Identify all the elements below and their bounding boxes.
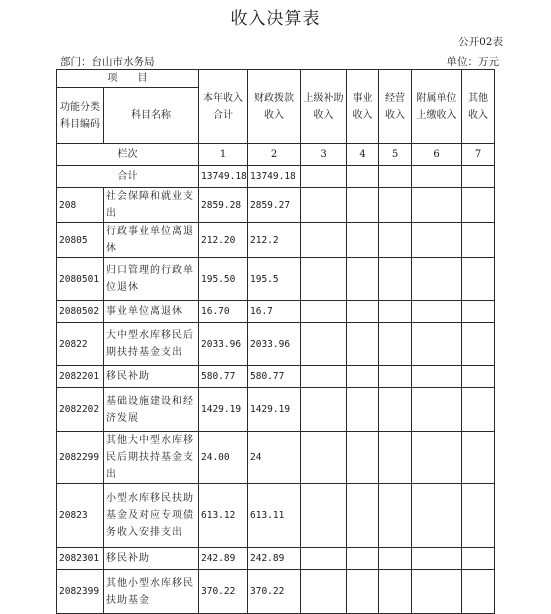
- row-code: 2080502: [57, 301, 104, 323]
- row-name: 社会保障和就业支出: [104, 188, 199, 223]
- row-total: 195.50: [199, 258, 248, 301]
- column-number: 2: [248, 144, 301, 166]
- col-affiliated-header: 附属单位上缴收入: [412, 70, 462, 144]
- total-income-value: 13749.18: [199, 166, 248, 188]
- row-total: 370.22: [199, 570, 248, 614]
- col-other-header: 其他收入: [462, 70, 495, 144]
- class-code-header: 功能分类科目编码: [57, 88, 104, 144]
- table-row: [57, 323, 495, 366]
- row-code: 20823: [57, 484, 104, 548]
- column-number: 4: [347, 144, 379, 166]
- column-index-label: 栏次: [57, 144, 199, 166]
- row-code: 2082201: [57, 366, 104, 388]
- row-name: 归口管理的行政单位退休: [104, 258, 199, 301]
- subject-name-header: 科目名称: [104, 88, 199, 144]
- row-code: 2082202: [57, 388, 104, 432]
- header-row-1: [57, 70, 495, 88]
- department-label: 部门：台山市水务局: [60, 56, 155, 68]
- form-number: 公开02表: [458, 36, 503, 48]
- income-table: [56, 69, 495, 614]
- col-total-header: 本年收入合计: [199, 70, 248, 144]
- row-fiscal: 1429.19: [248, 388, 301, 432]
- row-total: 24.00: [199, 432, 248, 484]
- column-number: 5: [379, 144, 412, 166]
- col-business-header: 事业收入: [347, 70, 379, 144]
- row-code: 20805: [57, 223, 104, 258]
- row-name: 其他小型水库移民扶助基金: [104, 570, 199, 614]
- total-fiscal-value: 13749.18: [248, 166, 301, 188]
- row-code: 2082399: [57, 570, 104, 614]
- row-total: 1429.19: [199, 388, 248, 432]
- row-name: 大中型水库移民后期扶持基金支出: [104, 323, 199, 366]
- row-fiscal: 580.77: [248, 366, 301, 388]
- total-row: [57, 166, 495, 188]
- col-fiscal-header: 财政拨款收入: [248, 70, 301, 144]
- row-name: 基础设施建设和经济发展: [104, 388, 199, 432]
- row-fiscal: 212.2: [248, 223, 301, 258]
- row-fiscal: 2859.27: [248, 188, 301, 223]
- row-name: 事业单位离退休: [104, 301, 199, 323]
- row-name: 行政事业单位离退休: [104, 223, 199, 258]
- row-fiscal: 370.22: [248, 570, 301, 614]
- row-name: 小型水库移民扶助基金及对应专项债务收入安排支出: [104, 484, 199, 548]
- row-fiscal: 242.89: [248, 548, 301, 570]
- row-code: 208: [57, 188, 104, 223]
- column-number: 3: [301, 144, 347, 166]
- column-number: 1: [199, 144, 248, 166]
- table-row: [57, 570, 495, 614]
- row-name: 移民补助: [104, 366, 199, 388]
- table-row: [57, 366, 495, 388]
- row-total: 16.70: [199, 301, 248, 323]
- row-fiscal: 16.7: [248, 301, 301, 323]
- row-code: 2082301: [57, 548, 104, 570]
- row-total: 242.89: [199, 548, 248, 570]
- row-total: 580.77: [199, 366, 248, 388]
- row-total: 212.20: [199, 223, 248, 258]
- row-fiscal: 613.11: [248, 484, 301, 548]
- col-operating-header: 经营收入: [379, 70, 412, 144]
- table-row: [57, 548, 495, 570]
- row-fiscal: 195.5: [248, 258, 301, 301]
- total-label: 合计: [57, 166, 199, 188]
- table-row: [57, 432, 495, 484]
- item-header: 项 目: [57, 70, 199, 88]
- row-name: 移民补助: [104, 548, 199, 570]
- row-total: 613.12: [199, 484, 248, 548]
- row-fiscal: 2033.96: [248, 323, 301, 366]
- row-total: 2859.28: [199, 188, 248, 223]
- row-total: 2033.96: [199, 323, 248, 366]
- table-row: [57, 258, 495, 301]
- column-number: 7: [462, 144, 495, 166]
- column-index-row: [57, 144, 495, 166]
- col-superior-header: 上级补助收入: [301, 70, 347, 144]
- row-name: 其他大中型水库移民后期扶持基金支出: [104, 432, 199, 484]
- table-row: [57, 388, 495, 432]
- row-code: 20822: [57, 323, 104, 366]
- row-code: 2082299: [57, 432, 104, 484]
- document-title: 收入决算表: [230, 9, 321, 29]
- column-number: 6: [412, 144, 462, 166]
- unit-label: 单位：万元: [446, 56, 499, 68]
- table-row: [57, 301, 495, 323]
- table-row: [57, 188, 495, 223]
- table-row: [57, 223, 495, 258]
- table-row: [57, 484, 495, 548]
- row-fiscal: 24: [248, 432, 301, 484]
- row-code: 2080501: [57, 258, 104, 301]
